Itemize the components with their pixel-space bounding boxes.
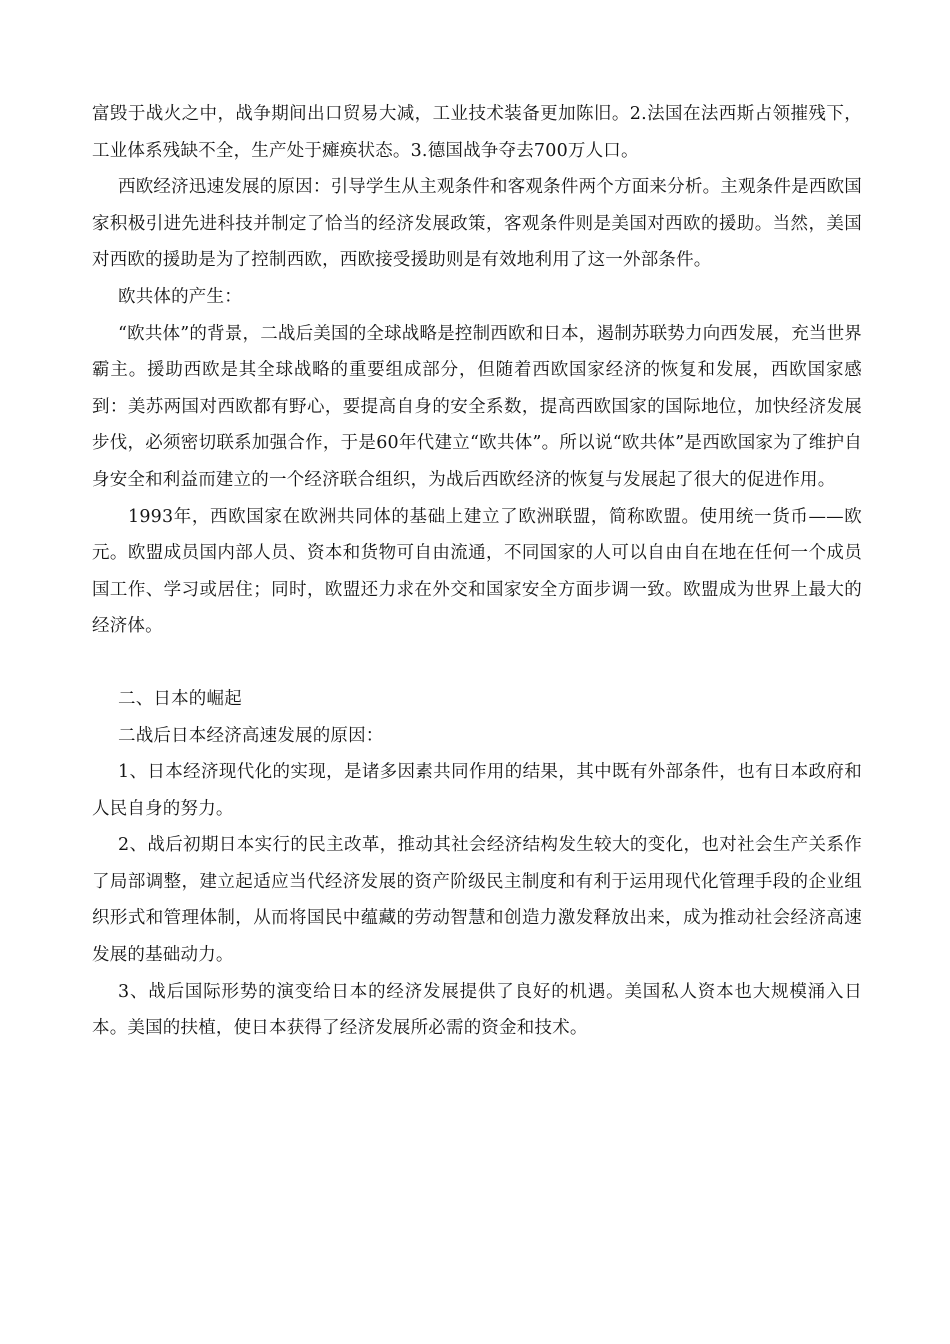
paragraph-japan-reason-1: 1、日本经济现代化的实现，是诸多因素共同作用的结果，其中既有外部条件，也有日本政府和人民自身的努力。 [92,762,862,819]
paragraph-japan-reasons-heading: 二战后日本经济高速发展的原因： [118,725,384,746]
paragraph-ec-background: “欧共体”的背景，二战后美国的全球战略是控制西欧和日本，遏制苏联势力向西发展，充当世界霸主。援助西欧是其全球战略的重要组成部分，但随着西欧国家经济的恢复和发展，西欧国家感到：美苏两国对西欧都有野心，要提高自身的安全系数，提高西欧国家的国际地位，加快经济发展步伐，必须密切联系加强合作，于是60年代建立“欧共体”。所以说“欧共体”是西欧国家为了维护自身安全和利益而建立的一个经济联合组织，为战后西欧经济的恢复与发展起了很大的促进作用。 [92,323,862,490]
paragraph-japan-reason-2: 2、战后初期日本实行的民主改革，推动其社会经济结构发生较大的变化，也对社会生产关系作了局部调整，建立起适应当代经济发展的资产阶级民主制度和有利于运用现代化管理手段的企业组织形式和管理体制，从而将国民中蕴藏的劳动智慧和创造力激发释放出来，成为推动社会经济高速发展的基础动力。 [92,835,862,966]
paragraph-ec-origin-heading: 欧共体的产生： [118,286,242,307]
paragraph-war-damage: 富毁于战火之中，战争期间出口贸易大减，工业技术装备更加陈旧。2.法国在法西斯占领摧残下，工业体系残缺不全，生产处于瘫痪状态。3.德国战争夺去700万人口。 [92,104,862,161]
paragraph-eu-founding: 1993年，西欧国家在欧洲共同体的基础上建立了欧洲联盟，简称欧盟。使用统一货币——欧元。欧盟成员国内部人员、资本和货物可自由流通，不同国家的人可以自由自在地在任何一个成员国工作、学习或居住；同时，欧盟还力求在外交和国家安全方面步调一致。欧盟成为世界上最大的经济体。 [92,506,862,637]
section-heading-japan-rise: 二、日本的崛起 [118,688,242,709]
paragraph-japan-reason-3: 3、战后国际形势的演变给日本的经济发展提供了良好的机遇。美国私人资本也大规模涌入日本。美国的扶植，使日本获得了经济发展所必需的资金和技术。 [92,981,862,1039]
section-spacer [92,645,862,681]
paragraph-western-europe-reasons: 西欧经济迅速发展的原因：引导学生从主观条件和客观条件两个方面来分析。主观条件是西欧国家积极引进先进科技并制定了恰当的经济发展政策，客观条件则是美国对西欧的援助。当然，美国对西欧的援助是为了控制西欧，西欧接受援助则是有效地利用了这一外部条件。 [92,177,862,271]
document-page [92,96,862,1047]
